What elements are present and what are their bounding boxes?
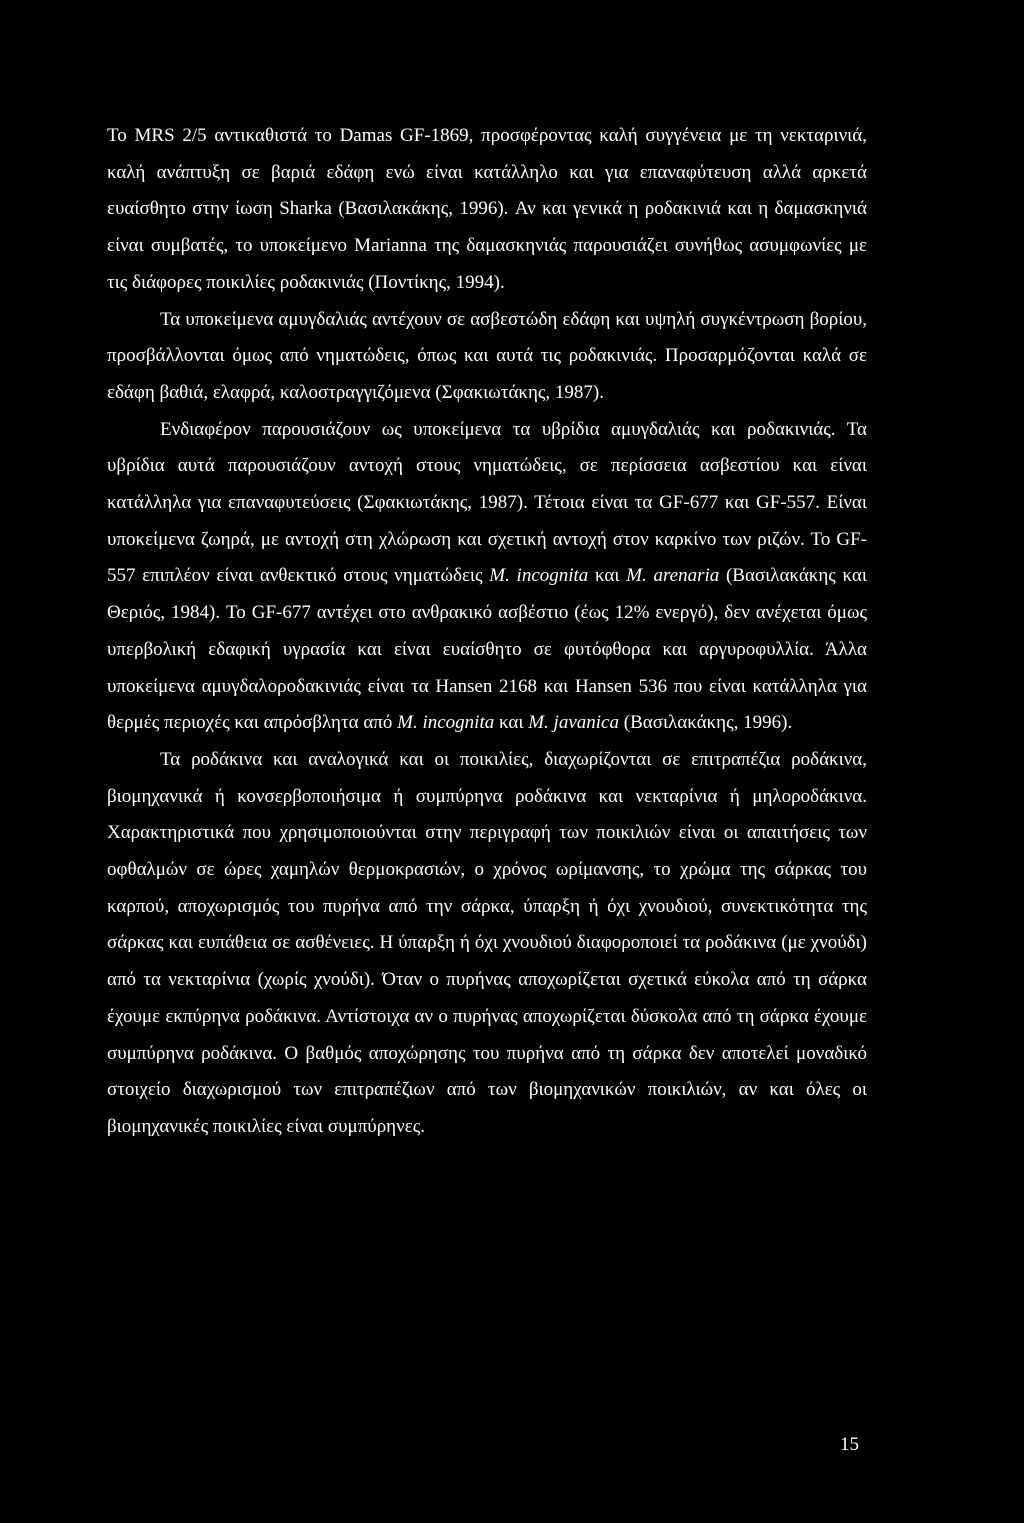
text-run: Ενδιαφέρον παρουσιάζουν ως υποκείμενα τα υβρίδια αμυγδαλιάς και ροδακινιάς. Τα υβρίδια αυτά παρουσιάζουν αντοχή στους νηματώδεις, σε περίσσεια ασβεστίου και είναι κατάλληλα για επαναφυτεύσεις (Σφακιωτάκης, 1987). Τέτοια είναι τα GF-677 και GF-557. Είναι υποκείμενα ζωηρά, με αντοχή στη χλώρωση και σχετική αντοχή στον καρκίνο των ριζών. Το GF-557 επιπλέον είναι ανθεκτικό στους νηματώδεις <box>107 418 867 587</box>
paragraph-3 <box>107 412 867 742</box>
species-name: M. javanica <box>528 712 619 734</box>
paragraph-1 <box>107 118 867 302</box>
page-number: 15 <box>840 1434 859 1455</box>
paragraph-4 <box>107 742 867 1146</box>
species-name: M. incognita <box>397 712 495 734</box>
text-run: Τα υποκείμενα αμυγδαλιάς αντέχουν σε ασβεστώδη εδάφη και υψηλή συγκέντρωση βορίου, προσβάλλονται όμως από νηματώδεις, όπως και αυτά τις ροδακινιάς. Προσαρμόζονται καλά σε εδάφη βαθιά, ελαφρά, καλοστραγγιζόμενα (Σφακιωτάκης, 1987). <box>107 308 867 403</box>
text-run: Τα ροδάκινα και αναλογικά και οι ποικιλίες, διαχωρίζονται σε επιτραπέζια ροδάκινα, βιομηχανικά ή κονσερβοποιήσιμα ή συμπύρηνα ροδάκινα και νεκταρίνια ή μηλοροδάκινα. Χαρακτηριστικά που χρησιμοποιούνται στην περιγραφή των ποικιλιών είναι οι απαιτήσεις των οφθαλμών σε ώρες χαμηλών θερμοκρασιών, ο χρόνος ωρίμανσης, το χρώμα της σάρκας του καρπού, αποχωρισμός του πυρήνα από την σάρκα, ύπαρξη ή όχι χνουδιού, συνεκτικότητα της σάρκας και ευπάθεια σε ασθένειες. Η ύπαρξη ή όχι χνουδιού διαφοροποιεί τα ροδάκινα (με χνούδι) από τα νεκταρίνια (χωρίς χνούδι). Όταν ο πυρήνας αποχωρίζεται σχετικά εύκολα από τη σάρκα έχουμε εκπύρηνα ροδάκινα. Αντίστοιχα αν ο πυρήνας αποχωρίζεται δύσκολα από τη σάρκα έχουμε συμπύρηνα ροδάκινα. Ο βαθμός αποχώρησης του πυρήνα από τη σάρκα δεν αποτελεί μοναδικό στοιχείο διαχωρισμού των επιτραπέζιων από των βιομηχανικών ποικιλιών, αν και όλες οι βιομηχανικές ποικιλίες είναι συμπύρηνες. <box>107 748 867 1137</box>
species-name: M. arenaria <box>626 565 720 587</box>
paragraph-2 <box>107 302 867 412</box>
text-run: Το MRS 2/5 αντικαθιστά το Damas GF-1869, προσφέροντας καλή συγγένεια με τη νεκταρινιά, καλή ανάπτυξη σε βαριά εδάφη ενώ είναι κατάλληλο και για επαναφύτευση αλλά αρκετά ευαίσθητο στην ίωση Sharka (Βασιλακάκης, 1996). Αν και γενικά η ροδακινιά και η δαμασκηνιά είναι συμβατές, το υποκείμενο Marianna της δαμασκηνιάς παρουσιάζει συνήθως ασυμφωνίες με τις διάφορες ποικιλίες ροδακινιάς (Ποντίκης, 1994). <box>107 125 867 293</box>
text-run: (Βασιλακάκης, 1996). <box>619 712 793 734</box>
text-run: και <box>588 565 627 587</box>
document-body <box>107 118 867 1146</box>
species-name: M. incognita <box>489 565 589 587</box>
text-run: και <box>494 712 529 734</box>
text-run: (Βασιλακάκης και Θεριός, 1984). Το GF-677 αντέχει στο ανθρακικό ασβέστιο (έως 12% ενεργό), δεν ανέχεται όμως υπερβολική εδαφική υγρασία και είναι ευαίσθητο σε φυτόφθορα και αργυροφυλλία. Άλλα υποκείμενα αμυγδαλοροδακινιάς είναι τα Hansen 2168 και Hansen 536 που είναι κατάλληλα για θερμές περιοχές και απρόσβλητα από <box>107 565 867 734</box>
